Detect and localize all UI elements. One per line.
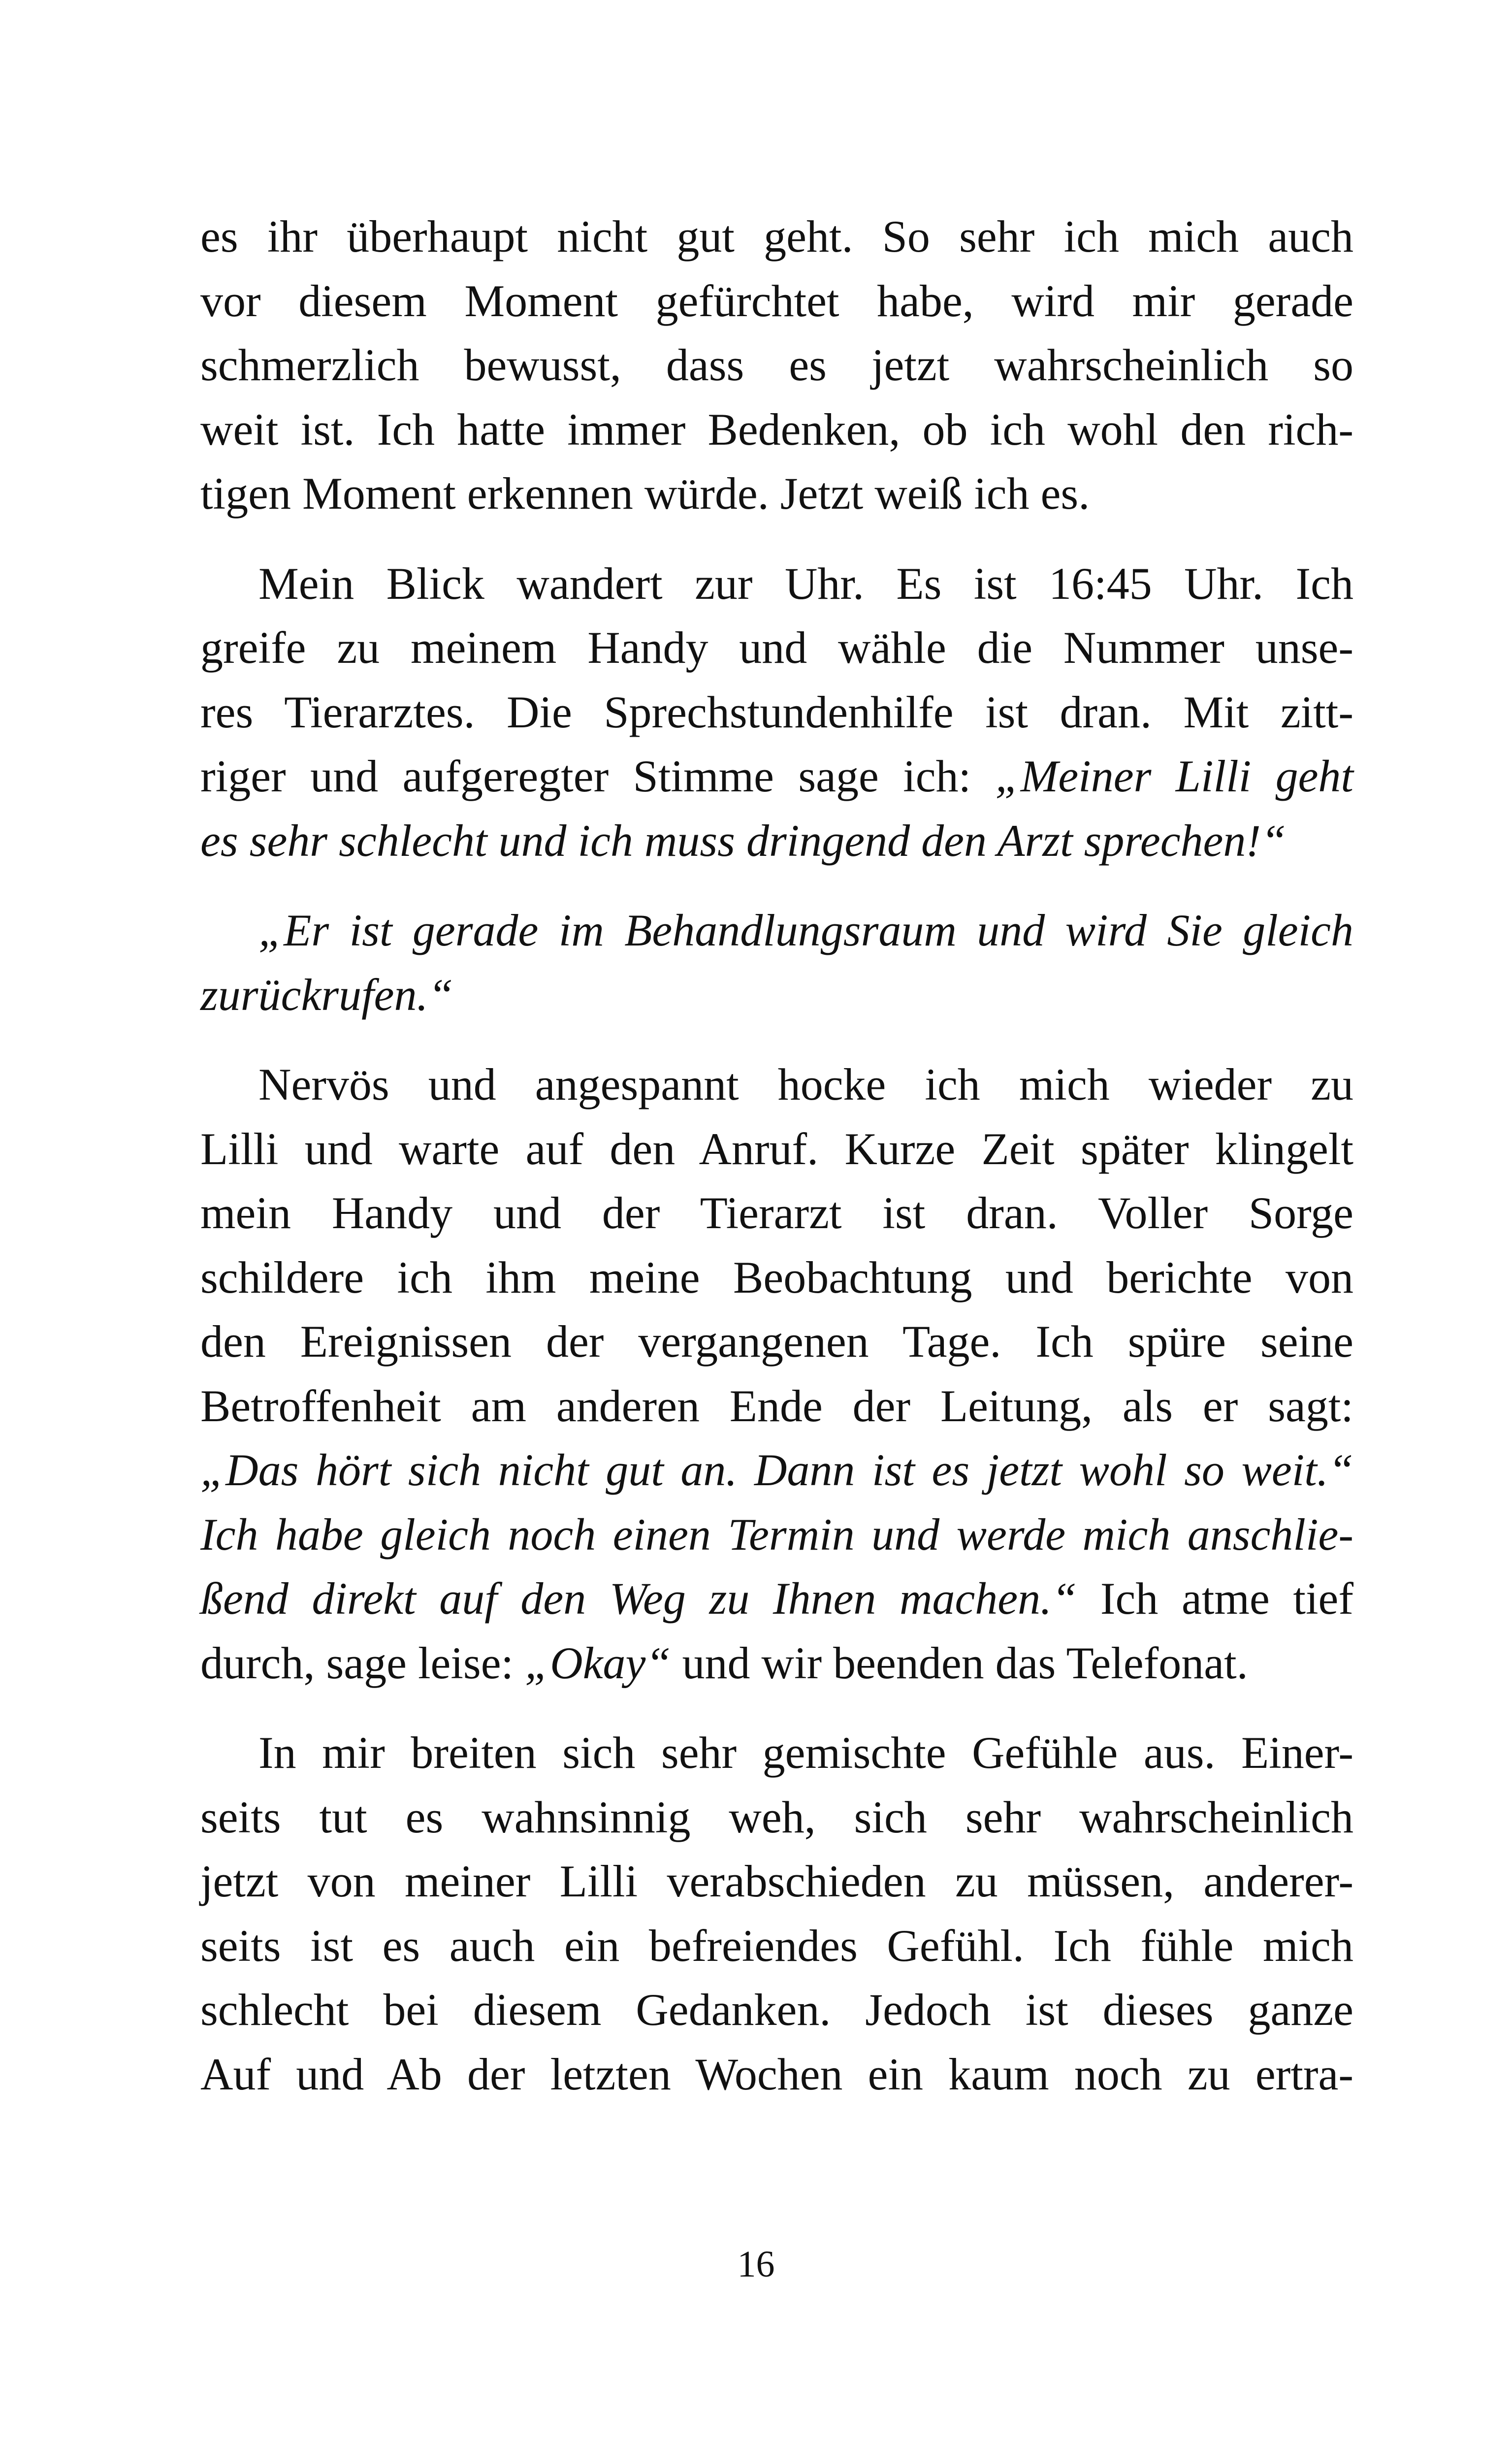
text-run: Nervös und angespannt hocke ich mich wieder zu bbox=[258, 1059, 1353, 1109]
italic-text: „Meiner Lilli geht bbox=[995, 751, 1353, 801]
paragraph bbox=[200, 552, 1353, 873]
text-run: Lilli und warte auf den Anruf. Kurze Zeit später klingelt bbox=[200, 1123, 1353, 1174]
paragraph-gap bbox=[200, 1027, 1353, 1052]
text-line bbox=[200, 1309, 1353, 1374]
text-run: riger und aufgeregter Stimme sage ich: bbox=[200, 751, 996, 801]
text-line bbox=[200, 461, 1353, 526]
text-run: seits tut es wahnsinnig weh, sich sehr wahrscheinlich bbox=[200, 1792, 1353, 1842]
paragraph-gap bbox=[200, 1695, 1353, 1721]
text-line bbox=[200, 809, 1353, 873]
text-run: In mir breiten sich sehr gemischte Gefühle aus. Einer- bbox=[258, 1727, 1353, 1778]
text-line bbox=[200, 1785, 1353, 1850]
text-line bbox=[200, 1245, 1353, 1310]
text-line bbox=[200, 397, 1353, 462]
text-run: seits ist es auch ein befreiendes Gefühl. Ich fühle mich bbox=[200, 1920, 1353, 1971]
paragraph bbox=[200, 898, 1353, 1027]
text-run: mein Handy und der Tierarzt ist dran. Voller Sorge bbox=[200, 1188, 1353, 1238]
text-run: greife zu meinem Handy und wähle die Nummer unse- bbox=[200, 622, 1353, 673]
text-line bbox=[200, 1502, 1353, 1567]
text-line bbox=[200, 1374, 1353, 1438]
text-line bbox=[200, 898, 1353, 963]
text-line bbox=[200, 1631, 1353, 1695]
body-text bbox=[200, 204, 1353, 2106]
italic-text: Ich habe gleich noch einen Termin und werde mich anschlie- bbox=[200, 1509, 1353, 1560]
text-line bbox=[200, 1181, 1353, 1245]
text-run: Auf und Ab der letzten Wochen ein kaum noch zu ertra- bbox=[200, 2049, 1353, 2099]
text-line bbox=[200, 1914, 1353, 1978]
text-run: schildere ich ihm meine Beobachtung und berichte von bbox=[200, 1252, 1353, 1303]
paragraph bbox=[200, 1721, 1353, 2106]
text-line bbox=[200, 1721, 1353, 1785]
paragraph-gap bbox=[200, 873, 1353, 898]
text-line bbox=[200, 1117, 1353, 1181]
text-run: durch, sage leise: bbox=[200, 1637, 525, 1688]
text-line bbox=[200, 680, 1353, 745]
italic-text: „Okay“ bbox=[525, 1637, 671, 1688]
paragraph bbox=[200, 204, 1353, 526]
text-line bbox=[200, 333, 1353, 397]
italic-text: „Das hört sich nicht gut an. Dann ist es jetzt wohl so weit.“ bbox=[200, 1445, 1353, 1495]
text-run: jetzt von meiner Lilli verabschieden zu müssen, anderer- bbox=[200, 1856, 1353, 1906]
text-run: es ihr überhaupt nicht gut geht. So sehr ich mich auch bbox=[200, 211, 1353, 261]
text-line bbox=[200, 1978, 1353, 2042]
text-run: tigen Moment erkennen würde. Jetzt weiß ich es. bbox=[200, 468, 1090, 519]
text-line bbox=[200, 204, 1353, 269]
text-run: res Tierarztes. Die Sprechstundenhilfe ist dran. Mit zitt- bbox=[200, 686, 1353, 737]
text-run: Ich atme tief bbox=[1077, 1573, 1353, 1624]
text-line bbox=[200, 2042, 1353, 2107]
page-number: 16 bbox=[737, 2244, 775, 2285]
text-line bbox=[200, 1438, 1353, 1502]
text-line bbox=[200, 744, 1353, 809]
italic-text: ßend direkt auf den Weg zu Ihnen machen.“ bbox=[200, 1573, 1077, 1624]
italic-text: es sehr schlecht und ich muss dringend den Arzt sprechen!“ bbox=[200, 815, 1287, 866]
text-line bbox=[200, 1849, 1353, 1914]
text-run: vor diesem Moment gefürchtet habe, wird mir gerade bbox=[200, 275, 1353, 326]
text-line bbox=[200, 1052, 1353, 1117]
text-line bbox=[200, 552, 1353, 616]
text-run: und wir beenden das Telefonat. bbox=[671, 1637, 1248, 1688]
italic-text: „Er ist gerade im Behandlungsraum und wird Sie gleich bbox=[258, 905, 1353, 955]
paragraph bbox=[200, 1052, 1353, 1695]
text-run: Betroffenheit am anderen Ende der Leitung, als er sagt: bbox=[200, 1380, 1353, 1431]
paragraph-gap bbox=[200, 526, 1353, 552]
text-line bbox=[200, 616, 1353, 680]
text-line bbox=[200, 269, 1353, 333]
text-run: den Ereignissen der vergangenen Tage. Ich spüre seine bbox=[200, 1316, 1353, 1367]
text-run: schlecht bei diesem Gedanken. Jedoch ist dieses ganze bbox=[200, 1985, 1353, 2035]
text-line bbox=[200, 1566, 1353, 1631]
text-run: schmerzlich bewusst, dass es jetzt wahrscheinlich so bbox=[200, 340, 1353, 390]
text-run: weit ist. Ich hatte immer Bedenken, ob ich wohl den rich- bbox=[200, 404, 1353, 455]
text-run: Mein Blick wandert zur Uhr. Es ist 16:45 Uhr. Ich bbox=[258, 558, 1353, 609]
italic-text: zurückrufen.“ bbox=[200, 969, 453, 1020]
text-line bbox=[200, 963, 1353, 1027]
